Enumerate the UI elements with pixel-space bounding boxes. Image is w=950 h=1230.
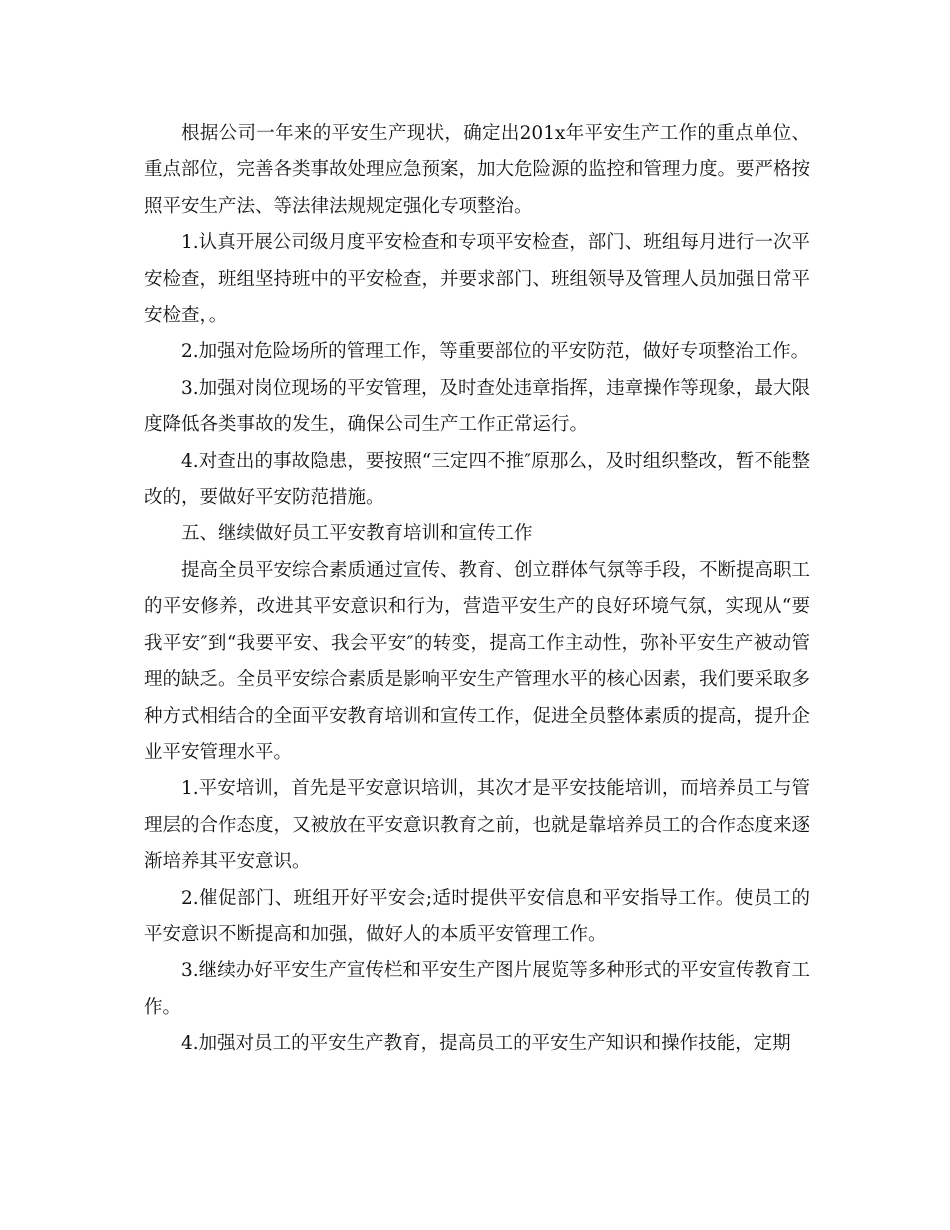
paragraph-item-2: 2.加强对危险场所的管理工作，等重要部位的平安防范，做好专项整治工作。 (181, 341, 810, 363)
paragraph-section-5-item-2: 2.催促部门、班组开好平安会;适时提供平安信息和平安指导工作。使员工的平安意识不断提高和加强，做好人的本质平安管理工作。 (144, 887, 810, 945)
paragraph-item-4: 4.对查出的事故隐患，要按照“三定四不推″原那么，及时组织整改，暂不能整改的，要做好平安防范措施。 (144, 450, 810, 509)
document-body (144, 116, 810, 1063)
section-heading-5: 五、继续做好员工平安教育培训和宣传工作 (181, 523, 533, 545)
paragraph-section-5-item-3: 3.继续办好平安生产宣传栏和平安生产图片展览等多种形式的平安宣传教育工作。 (144, 960, 810, 1018)
paragraph-section-5-item-1: 1.平安培训，首先是平安意识培训，其次才是平安技能培训，而培养员工与管理层的合作态度，又被放在平安意识教育之前，也就是靠培养员工的合作态度来逐渐培养其平安意识。 (144, 778, 811, 873)
paragraph-intro: 根据公司一年来的平安生产现状，确定出201x年平安生产工作的重点单位、重点部位，完善各类事故处理应急预案，加大危险源的监控和管理力度。要严格按照平安生产法、等法律法规规定强化专项整治。 (144, 123, 811, 217)
paragraph-item-1: 1.认真开展公司级月度平安检查和专项平安检查，部门、班组每月进行一次平安检查，班组坚持班中的平安检查，并要求部门、班组领导及管理人员加强日常平安检查，。 (144, 232, 811, 327)
paragraph-section-5-intro: 提高全员平安综合素质通过宣传、教育、创立群体气氛等手段，不断提高职工的平安修养，改进其平安意识和行为，营造平安生产的良好环境气氛，实现从“要我平安″到“我要平安、我会平安″的转变，提高工作主动性，弥补平安生产被动管理的缺乏。全员平安综合素质是影响平安生产管理水平的核心因素，我们要采取多种方式相结合的全面平安教育培训和宣传工作，促进全员整体素质的提高，提升企业平安管理水平。 (144, 559, 811, 763)
paragraph-item-3: 3.加强对岗位现场的平安管理，及时查处违章指挥，违章操作等现象，最大限度降低各类事故的发生，确保公司生产工作正常运行。 (144, 377, 810, 436)
paragraph-section-5-item-4: 4.加强对员工的平安生产教育，提高员工的平安生产知识和操作技能，定期 (181, 1033, 791, 1055)
